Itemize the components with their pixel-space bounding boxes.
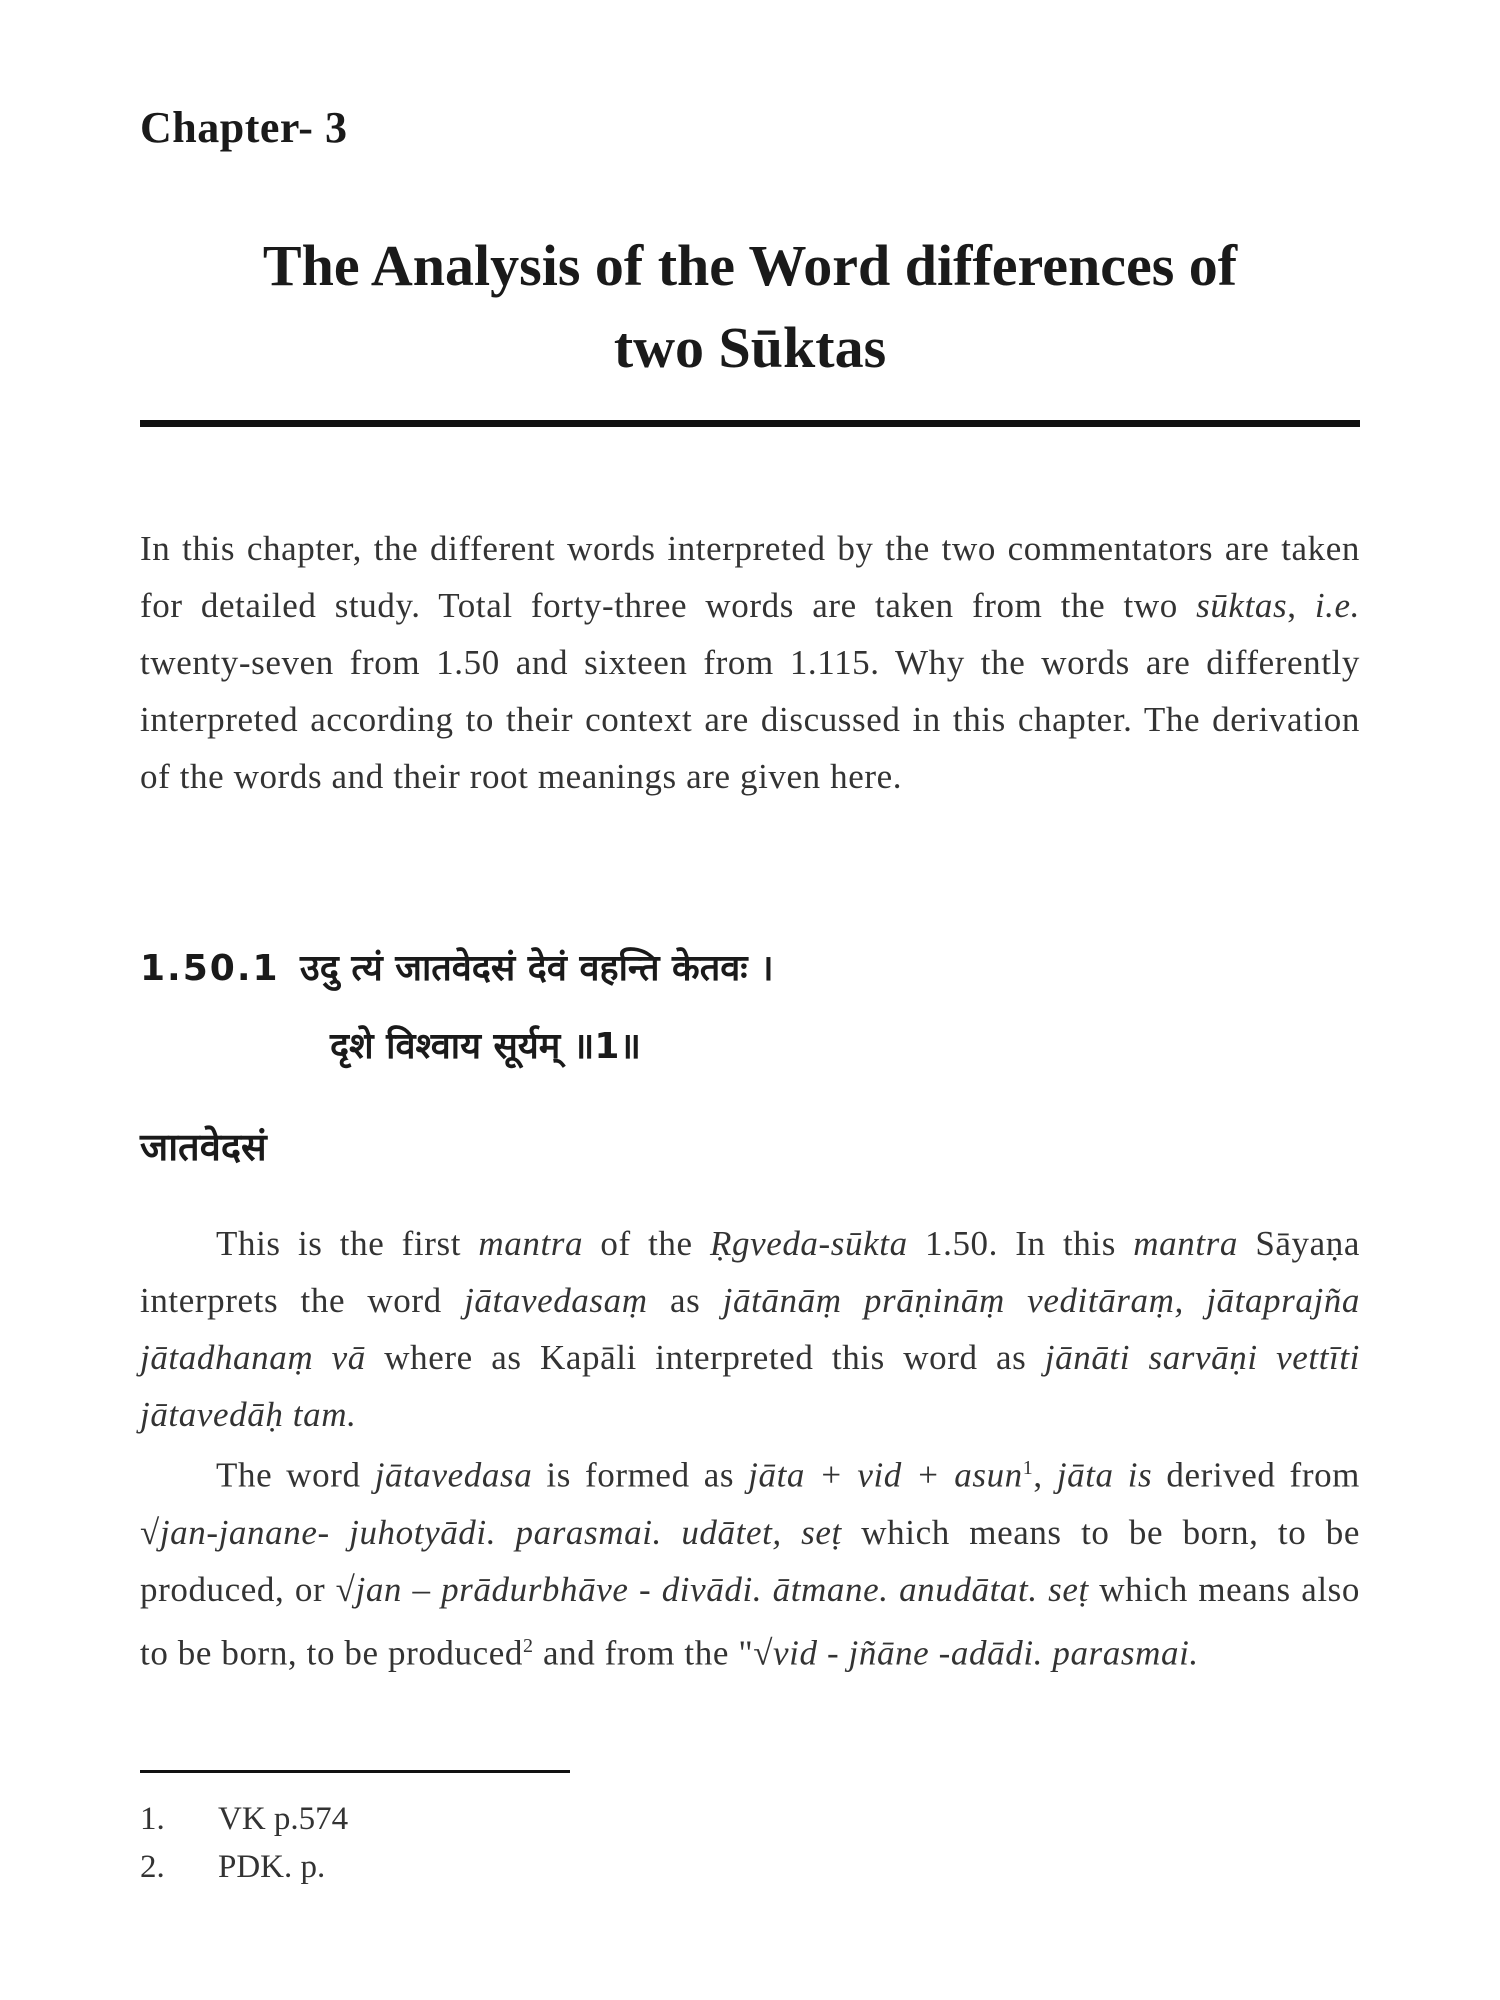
p2-text: is formed as bbox=[532, 1455, 749, 1495]
footnote-2 bbox=[140, 1843, 348, 1891]
p1-italic: mantra bbox=[1133, 1224, 1238, 1263]
p1-text: This is the first bbox=[216, 1224, 479, 1263]
p2-italic: vid - jñāne -adādi. parasmai. bbox=[773, 1633, 1199, 1673]
p2-italic: jan-janane- juhotyādi. parasmai. udātet, seṭ bbox=[159, 1512, 842, 1552]
p1-italic: jātavedasaṃ bbox=[464, 1281, 648, 1320]
body-paragraph-2 bbox=[140, 1440, 1360, 1681]
p1-italic: jānāti sarvāṇi vettīti jātavedāḥ tam. bbox=[140, 1338, 1360, 1434]
verse-line-1: उदु त्यं जातवेदसं देवं वहन्ति केतवः । bbox=[300, 948, 774, 989]
title-divider bbox=[140, 420, 1360, 427]
intro-text-b: twenty-seven from 1.50 and sixteen from 1.115. Why the words are differently interpreted according to their context are discussed in this chapter. The derivation of the words and their root meanings are given here. bbox=[140, 643, 1360, 796]
intro-text-a: In this chapter, the different words interpreted by the two commentators are taken for detailed study. Total forty-three words are taken from the two bbox=[140, 529, 1360, 625]
intro-ie: i.e. bbox=[1314, 586, 1360, 625]
p2-text: derived from √ bbox=[140, 1455, 1360, 1552]
verse-line-2: दृशे विश्वाय सूर्यम् ॥1॥ bbox=[330, 1026, 641, 1067]
verse-number: 1.50.1 bbox=[140, 948, 280, 989]
footnote-1 bbox=[140, 1795, 348, 1843]
footnotes bbox=[140, 1795, 348, 1891]
intro-comma: , bbox=[1287, 586, 1315, 625]
p1-text: of the bbox=[583, 1224, 710, 1263]
p2-text: which means also to be born, to be produced bbox=[140, 1569, 1360, 1673]
footnote-number: 1. bbox=[140, 1801, 165, 1837]
p2-italic: jāta + vid + asun bbox=[748, 1455, 1023, 1495]
p1-text: as bbox=[647, 1281, 723, 1320]
p1-italic: Ṛgveda-sūkta bbox=[709, 1224, 908, 1263]
p1-italic: mantra bbox=[478, 1224, 584, 1263]
p2-italic: jātavedasa bbox=[374, 1455, 533, 1495]
chapter-title-line-2: two Sūktas bbox=[613, 315, 887, 380]
p2-text: The word bbox=[216, 1455, 375, 1495]
p2-text: and from the "√ bbox=[533, 1633, 774, 1673]
p2-text: which means to be born, to be produced, or √ bbox=[140, 1512, 1360, 1609]
chapter-title-line-1: The Analysis of the Word differences of bbox=[262, 233, 1238, 298]
body-paragraph-1 bbox=[140, 1215, 1360, 1443]
footnote-number: 2. bbox=[140, 1849, 165, 1885]
p1-text: Sāyaṇa interprets the word bbox=[140, 1224, 1360, 1320]
p2-italic: jāta is bbox=[1056, 1455, 1153, 1495]
chapter-title bbox=[140, 225, 1360, 389]
intro-suktas: sūktas bbox=[1196, 586, 1288, 625]
footnote-divider bbox=[140, 1770, 570, 1773]
p1-italic: jātānāṃ prāṇināṃ veditāraṃ, jātaprajña jātadhanaṃ vā bbox=[140, 1281, 1360, 1377]
footnote-ref-2: 2 bbox=[523, 1634, 534, 1657]
p2-text: , bbox=[1033, 1455, 1057, 1495]
intro-paragraph bbox=[140, 520, 1360, 805]
chapter-label: Chapter- 3 bbox=[140, 103, 348, 152]
footnote-text: PDK. p. bbox=[218, 1849, 326, 1885]
word-heading: जातवेदसं bbox=[140, 1125, 267, 1169]
footnote-ref-1: 1 bbox=[1022, 1457, 1034, 1479]
verse-block bbox=[140, 930, 1360, 1086]
footnote-text: VK p.574 bbox=[218, 1801, 349, 1837]
p2-italic: jan – prādurbhāve - divādi. ātmane. anudātat. seṭ bbox=[355, 1569, 1089, 1609]
p1-text: 1.50. In this bbox=[907, 1224, 1134, 1263]
p1-text: where as Kapāli interpreted this word as bbox=[365, 1338, 1045, 1377]
